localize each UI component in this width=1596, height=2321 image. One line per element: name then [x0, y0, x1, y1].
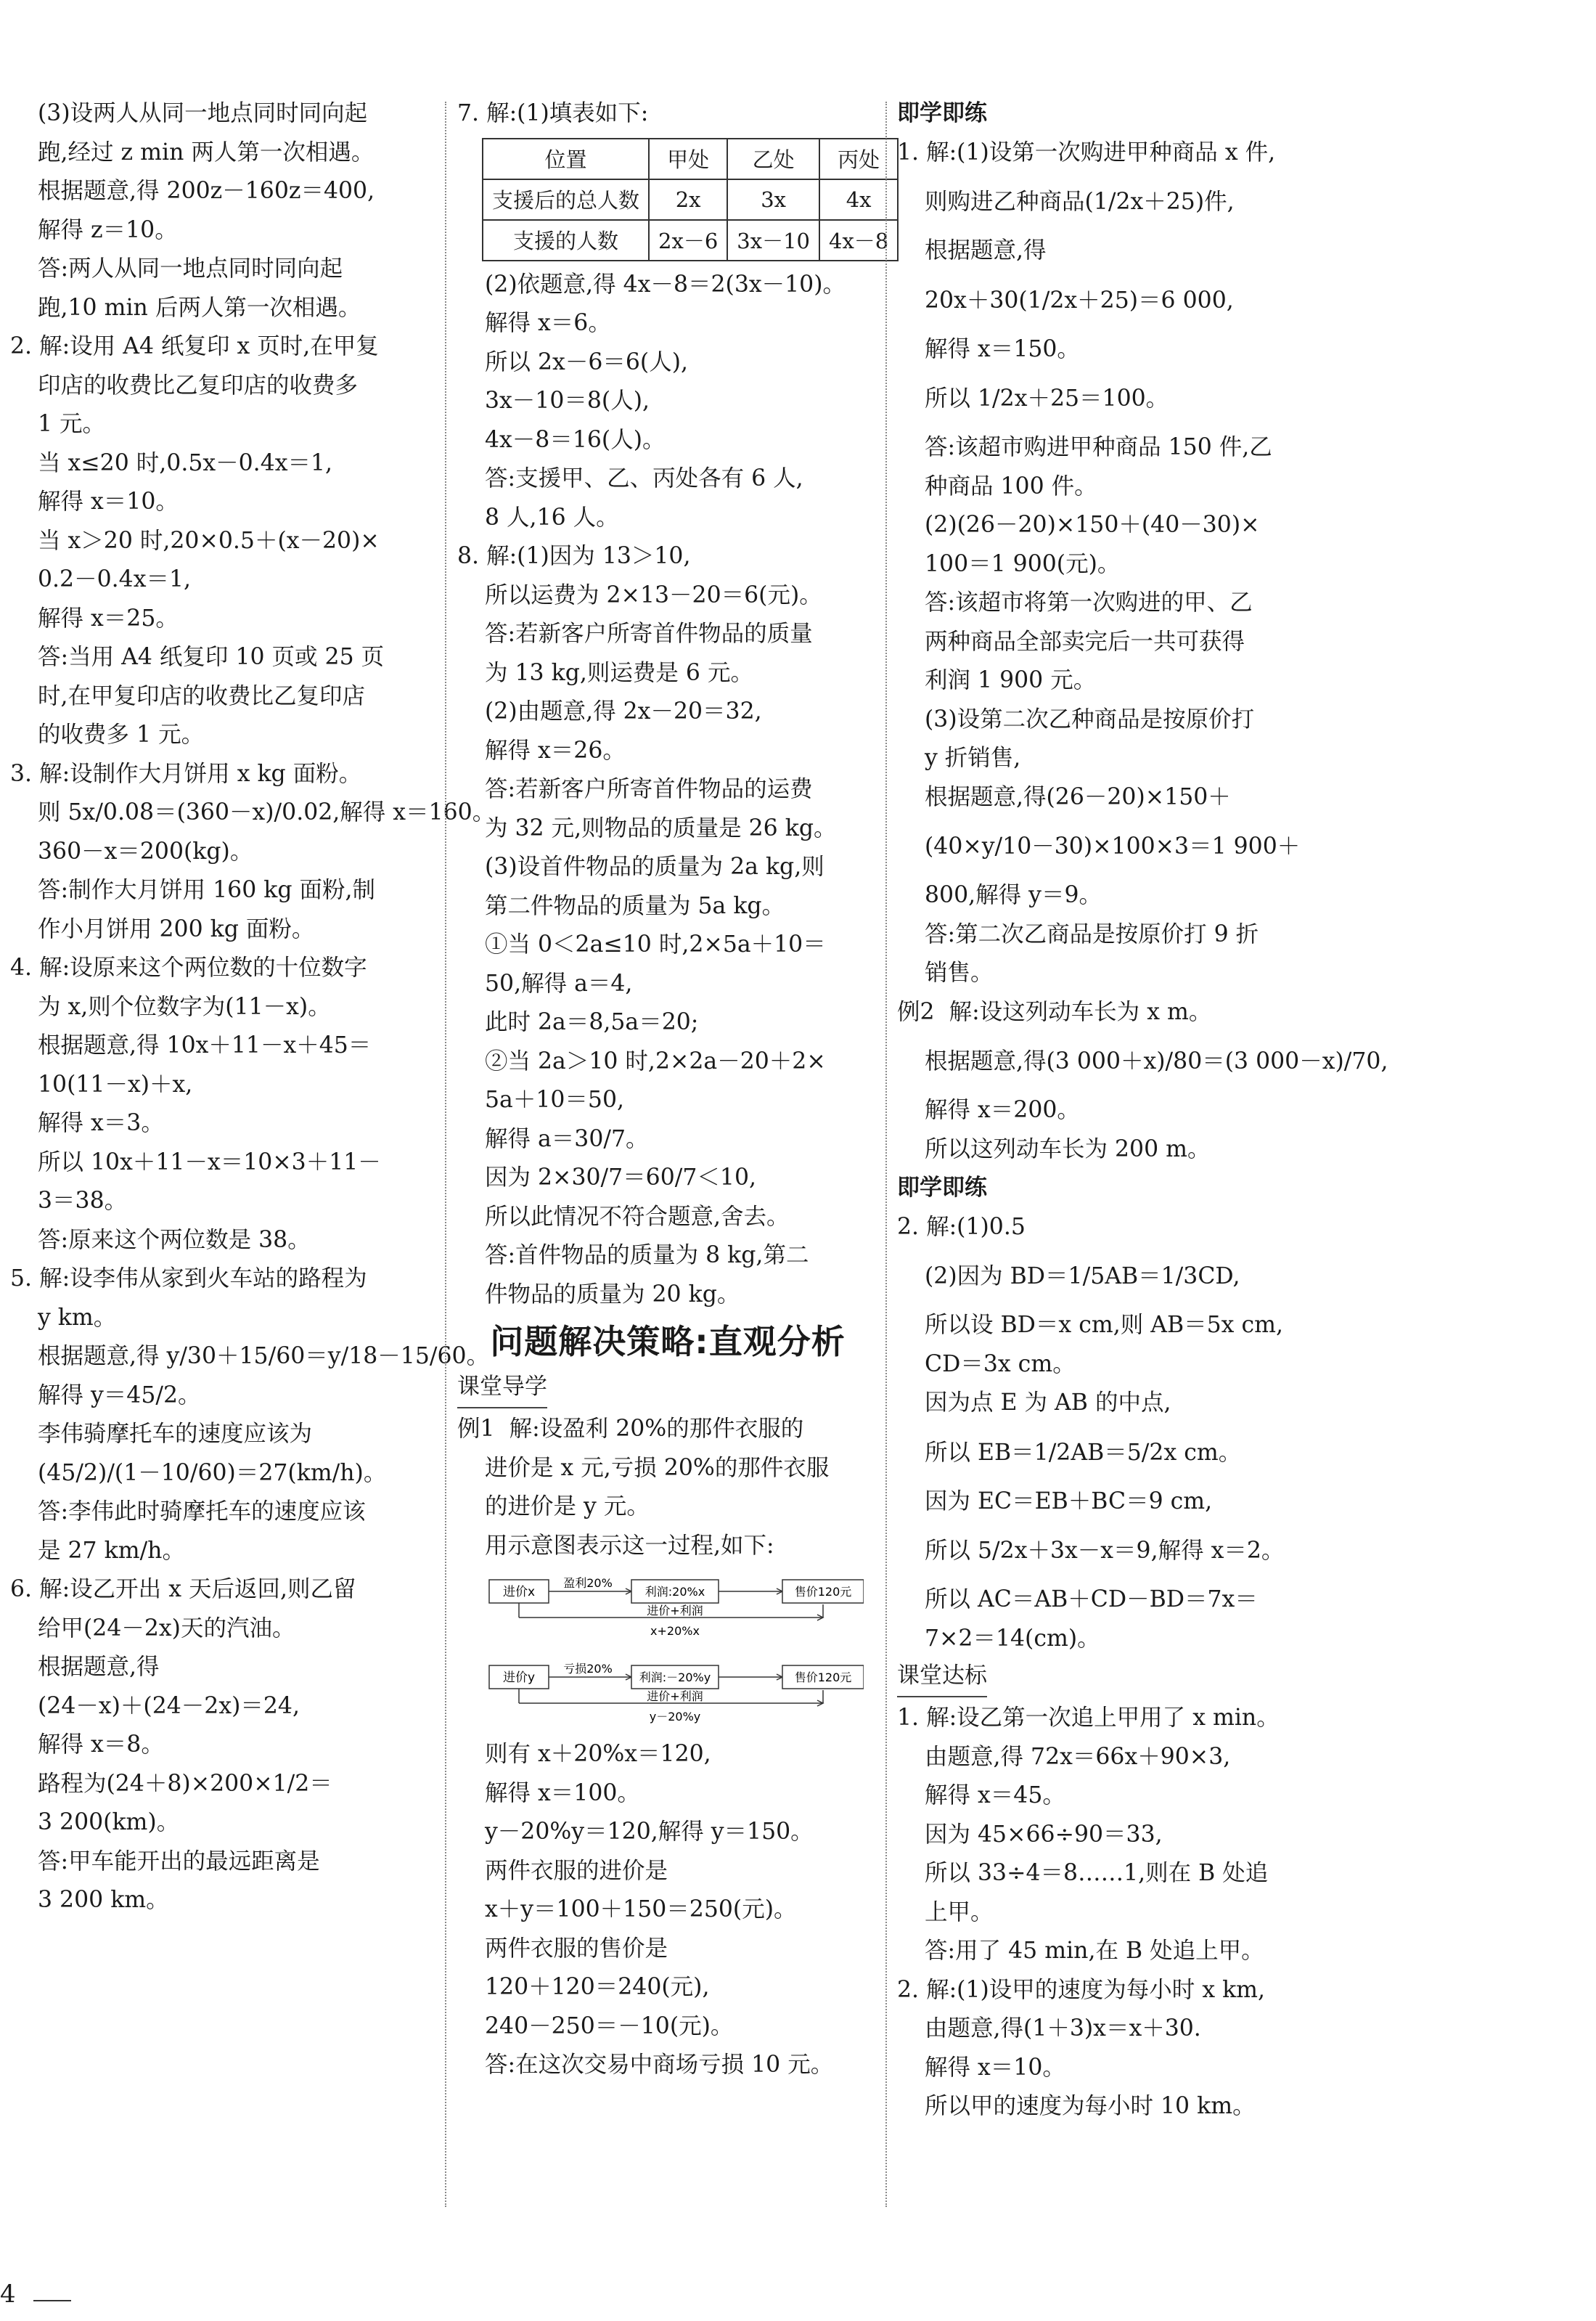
text-line: 20x＋30(1/2x＋25)＝6 000, [925, 287, 1234, 314]
text-line: 1 元。 [38, 411, 106, 437]
text-line: 答:在这次交易中商场亏损 10 元。 [485, 2052, 834, 2078]
section-heading: 即学即练 [897, 100, 987, 126]
text-line: 为 32 元,则物品的质量是 26 kg。 [485, 815, 837, 841]
text-line: 时,在甲复印店的收费比乙复印店 [38, 682, 366, 709]
text-line: 10(11－x)＋x, [38, 1071, 193, 1098]
text-line: 答:两人从同一地点同时同向起 [38, 256, 343, 282]
text-line: 答:甲车能开出的最远距离是 [38, 1848, 320, 1875]
text-line: 5a＋10＝50, [485, 1087, 624, 1113]
text-line: 当 x＞20 时,20×0.5＋(x－20)× [38, 527, 380, 554]
text-line: 根据题意,得 [38, 1654, 160, 1680]
text-line: 根据题意,得(26－20)×150＋ [925, 783, 1231, 810]
text-line: (3)设第二次乙种商品是按原价打 [925, 706, 1255, 733]
text-line: 由题意,得(1＋3)x＝x＋30. [925, 2015, 1201, 2041]
text-line: 所以甲的速度为每小时 10 km。 [925, 2093, 1256, 2119]
text-line: 因为 EC＝EB＋BC＝9 cm, [925, 1488, 1213, 1514]
text-line: 解得 x＝100。 [485, 1779, 640, 1806]
diagram-brace-label: 进价+利润 [647, 1689, 703, 1703]
text-line: 4. 解:设原来这个两位数的十位数字 [10, 955, 367, 981]
profit-diagram [486, 1571, 878, 1731]
text-line: 360－x＝200(kg)。 [38, 838, 253, 865]
text-line: 给甲(24－2x)天的汽油。 [38, 1615, 295, 1641]
text-line: ①当 0＜2a≤10 时,2×5a＋10＝ [485, 931, 826, 958]
text-line: 例2 解:设这列动车长为 x m。 [897, 998, 1212, 1025]
text-line: (2)依题意,得 4x－8＝2(3x－10)。 [485, 271, 846, 298]
text-line: 则有 x＋20%x＝120, [485, 1741, 711, 1767]
text-line: 所以 33÷4＝8……1,则在 B 处追 [925, 1860, 1269, 1886]
text-line: 所以这列动车长为 200 m。 [925, 1135, 1211, 1162]
text-line: 是 27 km/h。 [38, 1537, 185, 1564]
page-number: 4 [0, 2280, 16, 2309]
diagram-end-label: 售价120元 [794, 1585, 852, 1599]
text-line: 2. 解:(1)设甲的速度为每小时 x km, [897, 1976, 1266, 2003]
text-line: (45/2)/(1－10/60)＝27(km/h)。 [38, 1459, 387, 1486]
text-line: 用示意图表示这一过程,如下: [485, 1532, 774, 1559]
text-line: 100＝1 900(元)。 [925, 550, 1121, 577]
text-line: 3. 解:设制作大月饼用 x kg 面粉。 [10, 760, 362, 787]
text-line: 800,解得 y＝9。 [925, 882, 1102, 908]
text-line: 印店的收费比乙复印店的收费多 [38, 372, 359, 399]
diagram-arrow-label: 亏损20% [563, 1662, 613, 1676]
text-line: 销售。 [925, 960, 994, 986]
table-cell: 支援的人数 [483, 220, 649, 261]
section-heading: 即学即练 [897, 1175, 987, 1201]
text-line: 跑,经过 z min 两人第一次相遇。 [38, 139, 375, 166]
text-line: 7. 解:(1)填表如下: [457, 100, 649, 126]
table-header-cell: 丙处 [819, 139, 898, 179]
text-line: 所以 2x－6＝6(人), [485, 348, 688, 375]
text-line: 解得 x＝200。 [925, 1097, 1080, 1123]
diagram-mid-label: 利润:－20%y [639, 1671, 711, 1684]
text-line: 的进价是 y 元。 [485, 1493, 650, 1520]
section-heading: 课堂达标 [897, 1658, 987, 1697]
text-line: 为 x,则个位数字为(11－x)。 [38, 993, 331, 1020]
diagram-brace-formula: y－20%y [649, 1710, 701, 1724]
text-line: 答:用了 45 min,在 B 处追上甲。 [925, 1938, 1264, 1964]
text-line: 1. 解:设乙第一次追上甲用了 x min。 [897, 1705, 1280, 1731]
column-right [897, 94, 1388, 2126]
text-line: 答:李伟此时骑摩托车的速度应该 [38, 1498, 366, 1525]
text-line: 路程为(24＋8)×200×1/2＝ [38, 1770, 332, 1797]
text-line: (3)设两人从同一地点同时同向起 [38, 100, 368, 126]
text-line: CD＝3x cm。 [925, 1350, 1076, 1377]
text-line: 所以 AC＝AB＋CD－BD＝7x＝ [925, 1586, 1258, 1612]
text-line: 解得 x＝10。 [925, 2054, 1065, 2081]
text-line: (24－x)＋(24－2x)＝24, [38, 1692, 300, 1719]
table-cell: 3x－10 [727, 220, 819, 261]
text-line: 0.2－0.4x＝1, [38, 566, 192, 592]
text-line: 答:该超市购进甲种商品 150 件,乙 [925, 434, 1272, 460]
text-line: 解得 x＝26。 [485, 737, 626, 764]
table-cell: 4x [819, 179, 898, 220]
text-line: 的收费多 1 元。 [38, 722, 205, 748]
table-cell: 支援后的总人数 [483, 179, 649, 220]
diagram-brace-label: 进价+利润 [647, 1604, 703, 1618]
text-line: y－20%y＝120,解得 y＝150。 [485, 1819, 814, 1845]
text-line: 因为 45×66÷90＝33, [925, 1821, 1163, 1848]
text-line: x＋y＝100＋150＝250(元)。 [485, 1896, 797, 1922]
text-line: 件物品的质量为 20 kg。 [485, 1281, 740, 1308]
text-line: 跑,10 min 后两人第一次相遇。 [38, 294, 361, 321]
diagram-start-label: 进价y [502, 1671, 536, 1685]
diagram-mid-label: 利润:20%x [644, 1585, 705, 1599]
text-line: 解得 x＝6。 [485, 310, 611, 336]
text-line: 所以运费为 2×13－20＝6(元)。 [485, 582, 822, 608]
subsection-wrap [457, 1369, 878, 1410]
text-line: 所以 1/2x＋25＝100。 [925, 386, 1169, 412]
text-line: 8 人,16 人。 [485, 504, 619, 531]
text-line: 240－250＝－10(元)。 [485, 2012, 734, 2039]
text-line: 上甲。 [925, 1898, 994, 1925]
column-middle [457, 94, 889, 2085]
text-line: 所以 EB＝1/2AB＝5/2x cm。 [925, 1439, 1242, 1466]
text-line: 50,解得 a＝4, [485, 970, 633, 997]
text-line: 根据题意,得 10x＋11－x＋45＝ [38, 1032, 372, 1058]
text-line: 例1 解:设盈利 20%的那件衣服的 [457, 1416, 804, 1442]
text-line: 作小月饼用 200 kg 面粉。 [38, 915, 315, 942]
text-line: 答:支援甲、乙、丙处各有 6 人, [485, 465, 803, 491]
text-line: (40×y/10－30)×100×3＝1 900＋ [925, 833, 1301, 860]
text-line: 所以设 BD＝x cm,则 AB＝5x cm, [925, 1312, 1283, 1338]
text-line: 答:若新客户所寄首件物品的质量 [485, 621, 813, 647]
text-line: 为 13 kg,则运费是 6 元。 [485, 659, 753, 686]
text-line: 2. 解:设用 A4 纸复印 x 页时,在甲复 [10, 333, 379, 359]
text-line: 3＝38。 [38, 1188, 128, 1214]
text-line: 根据题意,得(3 000＋x)/80＝(3 000－x)/70, [925, 1048, 1388, 1074]
page-number-dash [33, 2300, 71, 2301]
profit-diagram-svg [486, 1571, 864, 1731]
text-line: 由题意,得 72x＝66x＋90×3, [925, 1743, 1231, 1770]
text-line: ②当 2a＞10 时,2×2a－20＋2× [485, 1048, 826, 1074]
text-line: 则 5x/0.08＝(360－x)/0.02,解得 x＝160。 [38, 799, 496, 825]
text-line: 120＋120＝240(元), [485, 1974, 710, 2000]
text-line: 答:第二次乙商品是按原价打 9 折 [925, 921, 1259, 947]
text-line: 5. 解:设李伟从家到火车站的路程为 [10, 1265, 367, 1292]
text-line: 进价是 x 元,亏损 20%的那件衣服 [485, 1454, 830, 1481]
section-title: 问题解决策略:直观分析 [490, 1322, 846, 1361]
text-line: 解得 x＝150。 [925, 335, 1080, 362]
text-line: 两种商品全部卖完后一共可获得 [925, 628, 1245, 655]
subsection-heading: 课堂导学 [457, 1369, 547, 1408]
text-line: 2. 解:(1)0.5 [897, 1213, 1026, 1240]
table-cell: 4x－8 [819, 220, 898, 261]
text-line: y km。 [38, 1304, 117, 1331]
text-line: 解得 x＝8。 [38, 1731, 164, 1758]
table-cell: 2x－6 [649, 220, 727, 261]
column-left [10, 94, 496, 1920]
text-line: 所以此情况不符合题意,舍去。 [485, 1203, 790, 1230]
text-line: (2)因为 BD＝1/5AB＝1/3CD, [925, 1263, 1240, 1289]
text-line: 所以 5/2x＋3x－x＝9,解得 x＝2。 [925, 1538, 1285, 1564]
section-heading-wrap [897, 1658, 1325, 1699]
text-line: 6. 解:设乙开出 x 天后返回,则乙留 [10, 1576, 356, 1602]
diagram-arrow-label: 盈利20% [563, 1576, 613, 1590]
text-line: y 折销售, [925, 745, 1021, 771]
text-line: 3x－10＝8(人), [485, 388, 650, 414]
text-line: 解得 x＝45。 [925, 1782, 1065, 1808]
table-header-cell: 位置 [483, 139, 649, 179]
text-line: 李伟骑摩托车的速度应该为 [38, 1421, 313, 1447]
text-line: 解得 x＝25。 [38, 605, 179, 632]
text-line: (3)设首件物品的质量为 2a kg,则 [485, 854, 824, 880]
text-line: 7×2＝14(cm)。 [925, 1625, 1100, 1652]
text-line: 解得 z＝10。 [38, 216, 178, 243]
text-line: 因为 2×30/7＝60/7＜10, [485, 1164, 757, 1191]
text-line: 两件衣服的进价是 [485, 1857, 668, 1884]
text-line: 1. 解:(1)设第一次购进甲种商品 x 件, [897, 139, 1276, 166]
text-line: 根据题意,得 [925, 237, 1047, 264]
text-line: 利润 1 900 元。 [925, 667, 1097, 693]
text-line: 解得 a＝30/7。 [485, 1125, 649, 1152]
text-line: 答:若新客户所寄首件物品的运费 [485, 776, 813, 802]
text-line: 3 200 km。 [38, 1887, 169, 1913]
text-line: (2)(26－20)×150＋(40－30)× [925, 512, 1260, 538]
text-line: 3 200(km)。 [38, 1809, 180, 1835]
text-line: 因为点 E 为 AB 的中点, [925, 1390, 1171, 1416]
diagram-start-label: 进价x [502, 1585, 536, 1599]
text-line: 所以 10x＋11－x＝10×3＋11－ [38, 1149, 381, 1175]
table-row [483, 179, 898, 220]
text-line: 答:首件物品的质量为 8 kg,第二 [485, 1242, 809, 1268]
diagram-end-label: 售价120元 [794, 1671, 852, 1684]
text-line: 种商品 100 件。 [925, 473, 1097, 499]
table-cell: 3x [727, 179, 819, 220]
text-line: 根据题意,得 y/30＋15/60＝y/18－15/60。 [38, 1343, 490, 1369]
text-line: 答:当用 A4 纸复印 10 页或 25 页 [38, 644, 385, 670]
column-divider [445, 102, 446, 2207]
text-line: (2)由题意,得 2x－20＝32, [485, 698, 762, 725]
diagram-brace-formula: x+20%x [650, 1624, 700, 1638]
text-line: 则购进乙种商品(1/2x＋25)件, [925, 189, 1235, 215]
text-line: 4x－8＝16(人)。 [485, 426, 666, 453]
table-cell: 2x [649, 179, 727, 220]
text-line: 当 x≤20 时,0.5x－0.4x＝1, [38, 449, 333, 476]
support-table [482, 138, 899, 261]
text-line: 答:该超市将第一次购进的甲、乙 [925, 590, 1253, 616]
text-line: 8. 解:(1)因为 13＞10, [457, 543, 691, 569]
text-line: 解得 x＝10。 [38, 489, 179, 515]
text-line: 根据题意,得 200z－160z＝400, [38, 178, 375, 204]
column-divider [885, 102, 887, 2207]
text-line: 两件衣服的售价是 [485, 1935, 668, 1962]
table-header-cell: 甲处 [649, 139, 727, 179]
text-line: 答:制作大月饼用 160 kg 面粉,制 [38, 877, 376, 903]
text-line: 解得 x＝3。 [38, 1110, 164, 1136]
table-row [483, 220, 898, 261]
text-line: 此时 2a＝8,5a＝20; [485, 1009, 699, 1035]
table-header-cell: 乙处 [727, 139, 819, 179]
text-line: 第二件物品的质量为 5a kg。 [485, 892, 785, 919]
text-line: 解得 y＝45/2。 [38, 1382, 201, 1408]
text-line: 答:原来这个两位数是 38。 [38, 1226, 311, 1253]
